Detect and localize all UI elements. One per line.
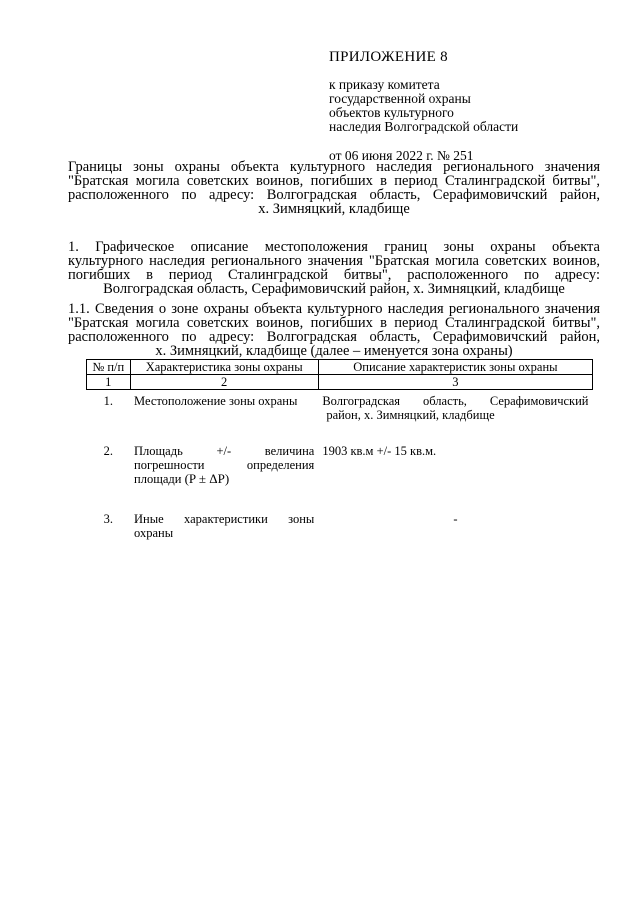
section-1-1-line: расположенного по адресу: Волгоградская область, Серафимовичский район, xyxy=(68,329,600,345)
characteristic-line: площади xyxy=(134,472,182,486)
heading-line: расположенного по адресу: Волгоградская область, Серафимовичский район, xyxy=(68,187,600,203)
column-number: 1 xyxy=(87,375,131,390)
section-1-line: культурного наследия регионального значения "Братская могила советских воинов, xyxy=(68,253,600,269)
zone-info-table xyxy=(86,359,593,540)
area-formula: (P ± ΔP) xyxy=(184,471,230,486)
column-number: 2 xyxy=(130,375,318,390)
row-description: 1903 кв.м +/- 15 кв.м. xyxy=(322,444,437,458)
section-1-paragraph xyxy=(68,240,600,296)
order-line: государственной охраны xyxy=(329,91,471,106)
row-description xyxy=(318,390,592,423)
row-characteristic: Местоположение зоны охраны xyxy=(134,394,298,408)
header-description: Описание характеристик зоны охраны xyxy=(318,360,592,375)
description-line: Волгоградская область, Серафимовичский xyxy=(322,394,589,408)
appendix-title: ПРИЛОЖЕНИЕ 8 xyxy=(329,49,448,65)
section-1-line: Волгоградская область, Серафимовичский район, х. Зимняцкий, кладбище xyxy=(103,281,565,297)
row-num: 2. xyxy=(103,444,113,458)
section-1-1-paragraph xyxy=(68,302,600,358)
order-line: объектов культурного xyxy=(329,105,454,120)
section-1-line: погибших в период Сталинградской битвы", расположенного по адресу: xyxy=(68,267,600,283)
section-1-1-line: х. Зимняцкий, кладбище (далее – именуется зона охраны) xyxy=(155,343,513,359)
characteristic-line: погрешности определения xyxy=(134,458,315,472)
row-num: 1. xyxy=(103,394,113,408)
characteristic-line: охраны xyxy=(134,526,174,540)
row-description: - xyxy=(453,512,458,526)
row-characteristic xyxy=(130,440,318,486)
header-characteristic: Характеристика зоны охраны xyxy=(130,360,318,375)
section-1-1-line: "Братская могила советских воинов, погибших в период Сталинградской битвы", xyxy=(68,315,600,331)
characteristic-line: Иные характеристики зоны xyxy=(134,512,315,526)
heading-line: "Братская могила советских воинов, погибших в период Сталинградской битвы", xyxy=(68,173,600,189)
table-spacer xyxy=(87,422,593,440)
table-row xyxy=(87,508,593,540)
document-heading xyxy=(68,160,600,216)
characteristic-line: Площадь +/- величина xyxy=(134,444,315,458)
order-date: от 06 июня 2022 г. № 251 xyxy=(329,148,474,163)
table-column-numbers-row xyxy=(87,375,593,390)
heading-line: х. Зимняцкий, кладбище xyxy=(258,201,410,217)
table-row xyxy=(87,440,593,486)
heading-line: Границы зоны охраны объекта культурного наследия регионального значения xyxy=(68,159,600,175)
column-number: 3 xyxy=(318,375,592,390)
row-characteristic xyxy=(130,508,318,540)
order-line: к приказу комитета xyxy=(329,77,440,92)
description-line: район, х. Зимняцкий, кладбище xyxy=(326,408,495,422)
appendix-block xyxy=(329,48,609,164)
table-header-row xyxy=(87,360,593,375)
table-spacer xyxy=(87,486,593,508)
order-line: наследия Волгоградской области xyxy=(329,119,519,134)
section-1-line: 1. Графическое описание местоположения границ зоны охраны объекта xyxy=(68,239,600,255)
table-row xyxy=(87,390,593,423)
section-1-1-line: 1.1. Сведения о зоне охраны объекта культурного наследия регионального значения xyxy=(68,301,600,317)
row-num: 3. xyxy=(103,512,113,526)
order-reference xyxy=(329,78,609,134)
header-num: № п/п xyxy=(87,360,131,375)
